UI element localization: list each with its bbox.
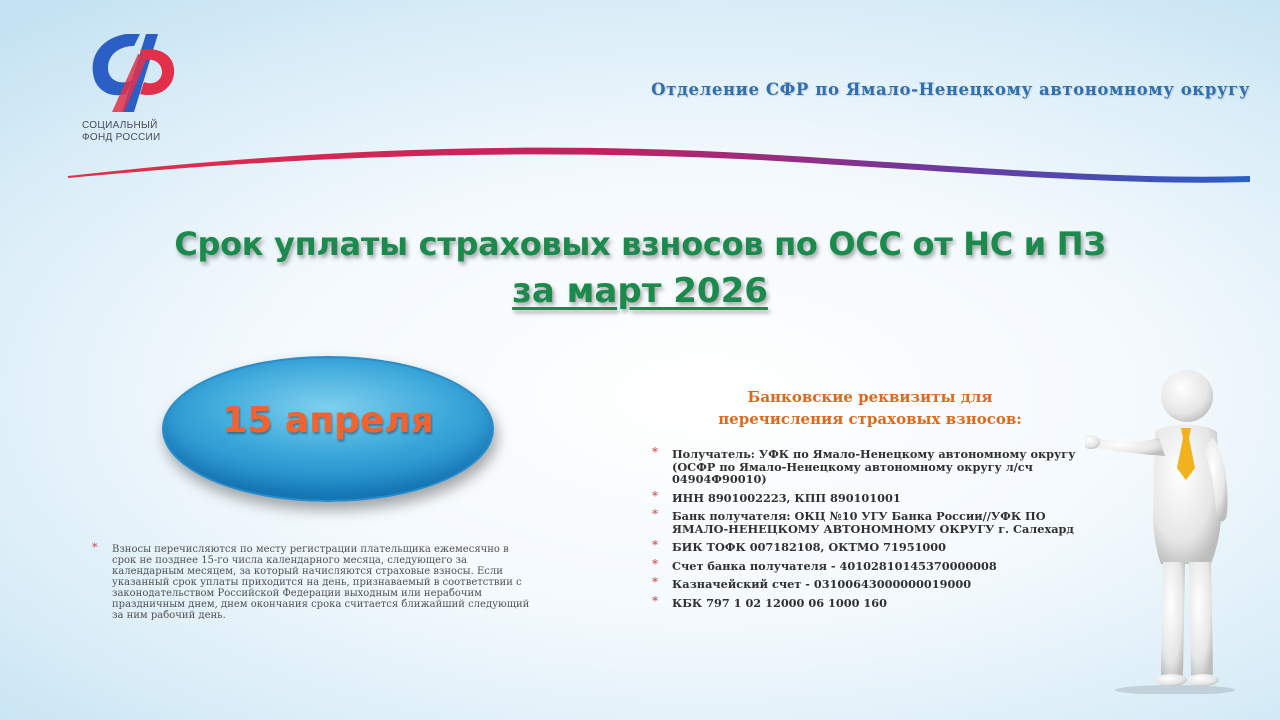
bank-title-line1: Банковские реквизиты для: [747, 388, 993, 406]
asterisk-bullet-icon: *: [652, 488, 658, 503]
list-item: [652, 538, 1102, 554]
sfr-logo: [82, 28, 192, 148]
logo-text-line2: ФОНД РОССИИ: [82, 132, 161, 143]
headline-line1: Срок уплаты страховых взносов по ОСС от НС и ПЗ: [174, 225, 1106, 263]
headline-line2: за март 2026: [512, 271, 768, 311]
asterisk-bullet-icon: *: [652, 507, 658, 521]
payment-note: [92, 541, 532, 621]
org-title: Отделение СФР по Ямало-Ненецкому автономному округу: [651, 80, 1250, 99]
list-item: [652, 445, 1102, 486]
list-item: [652, 575, 1102, 591]
bank-item-bank-account: Счет банка получателя - 40102810145370000008: [672, 558, 997, 573]
asterisk-bullet-icon: *: [652, 538, 658, 552]
sfr-logo-icon: [82, 28, 182, 118]
deadline-badge: [162, 356, 494, 502]
deadline-date: 15 апреля: [222, 399, 434, 441]
list-item: [652, 507, 1102, 536]
bank-details-list: [652, 445, 1102, 615]
presenter-figure-icon: [1085, 364, 1235, 694]
list-item: [652, 488, 1102, 505]
logo-text-line1: СОЦИАЛЬНЫЙ: [82, 120, 158, 131]
asterisk-bullet-icon: *: [652, 593, 658, 608]
bank-details-title: [660, 386, 1080, 430]
asterisk-bullet-icon: *: [652, 556, 658, 571]
bank-item-kbk: КБК 797 1 02 12000 06 1000 160: [672, 595, 887, 610]
list-item: [652, 593, 1102, 610]
bank-item-recipient: Получатель: УФК по Ямало-Ненецкому автономному округу (ОСФР по Ямало-Ненецкому автономному округу л/сч 04904Ф90010): [672, 447, 1076, 486]
list-item: [652, 556, 1102, 573]
header-swoosh-divider: [0, 140, 1280, 190]
bank-item-bank: Банк получателя: ОКЦ №10 УГУ Банка России//УФК ПО ЯМАЛО-НЕНЕЦКОМУ АВТОНОМНОМУ ОКРУГУ г. Салехард: [672, 509, 1074, 536]
bank-title-line2: перечисления страховых взносов:: [718, 410, 1022, 428]
bank-item-treasury-account: Казначейский счет - 03100643000000019000: [672, 577, 972, 591]
asterisk-bullet-icon: *: [92, 541, 98, 554]
asterisk-bullet-icon: *: [652, 575, 658, 589]
bank-item-inn-kpp: ИНН 8901002223, КПП 890101001: [672, 490, 901, 505]
payment-note-text: Взносы перечисляются по месту регистрации плательщика ежемесячно в срок не позднее 15-го числа календарного месяца, следующего за календарным месяцем, за который начисляются страховые взносы. Если указанный срок уплаты приходится на день, признаваемый в соответствии с законодательством Российской Федерации выходным или нерабочим праздничным днем, днем окончания срока считается ближайший следующий за ним рабочий день.: [112, 544, 530, 621]
asterisk-bullet-icon: *: [652, 445, 658, 459]
bank-item-bik-oktmo: БИК ТОФК 007182108, ОКТМО 71951000: [672, 540, 947, 554]
headline: [0, 222, 1280, 316]
